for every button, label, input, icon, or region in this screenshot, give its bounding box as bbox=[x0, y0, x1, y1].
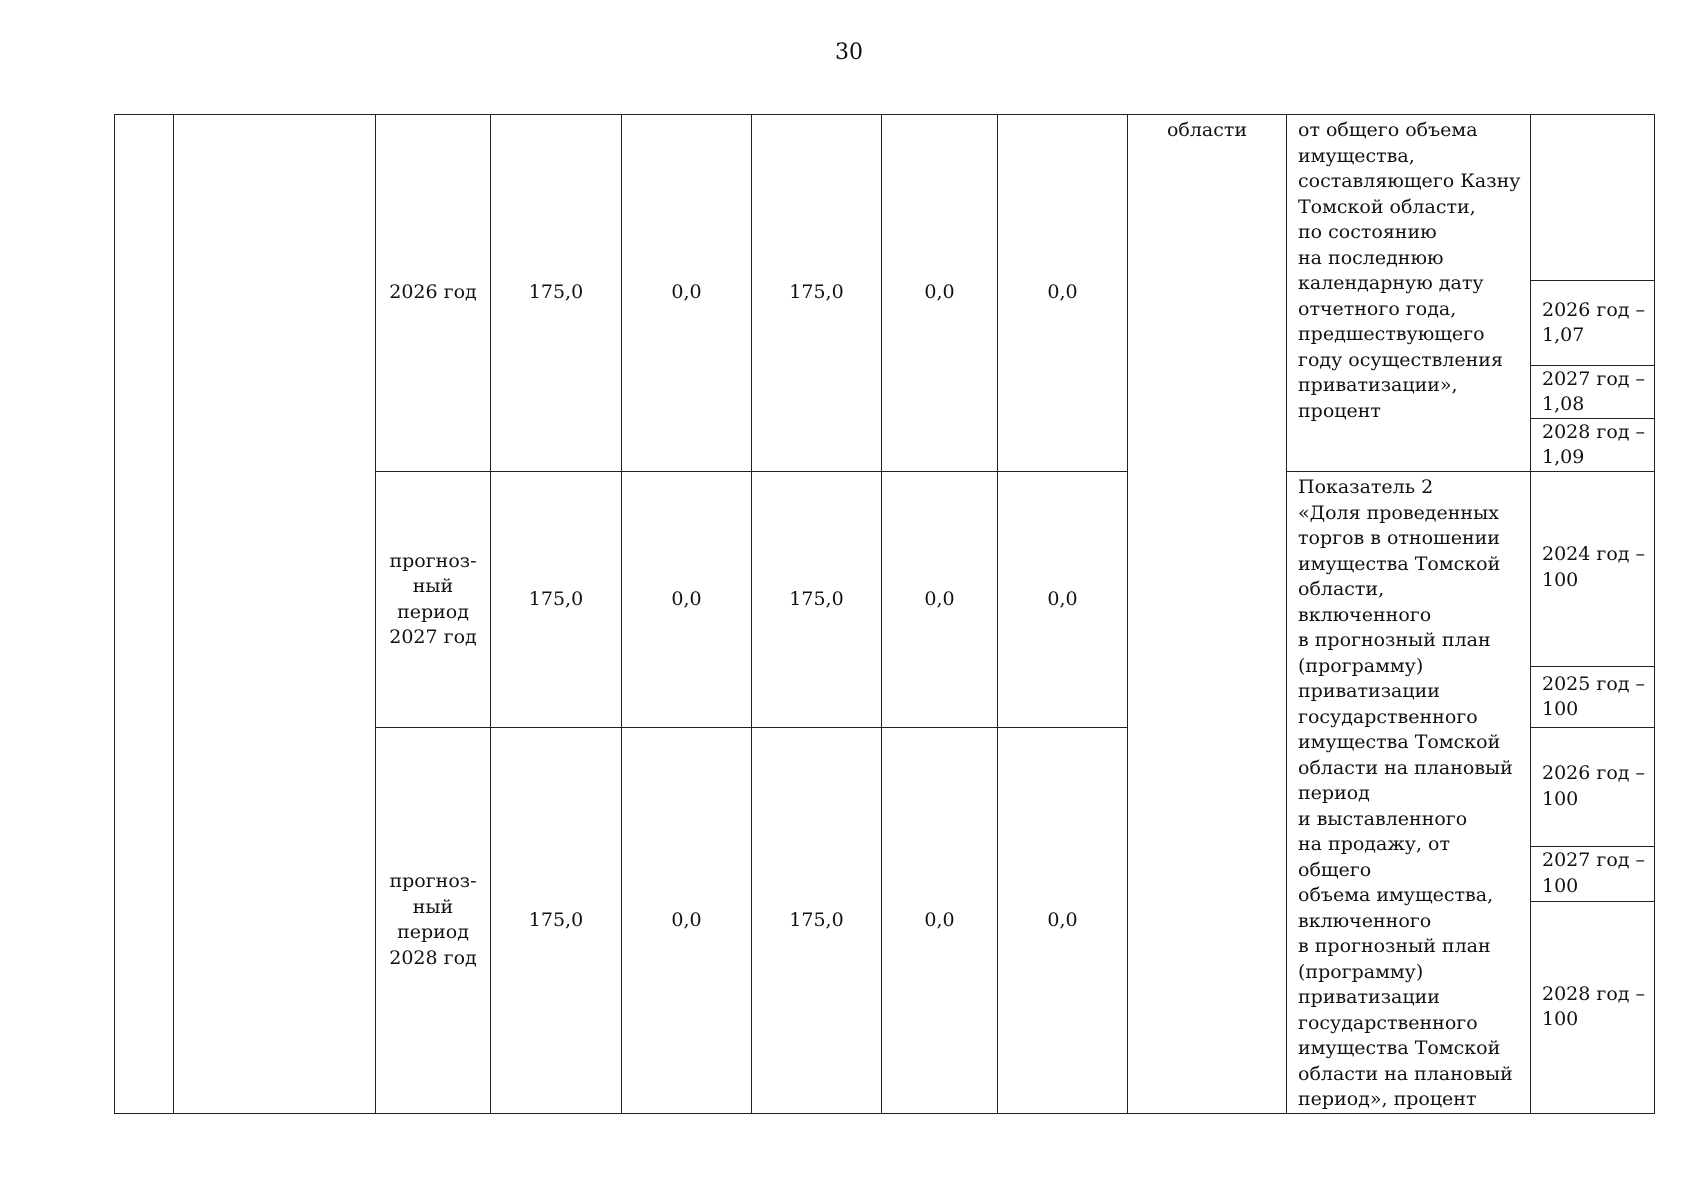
period-cell-2027 bbox=[376, 472, 491, 728]
target-blank-cell bbox=[1531, 115, 1655, 281]
value-federal-2028: 0,0 bbox=[622, 728, 752, 1114]
page-number: 30 bbox=[835, 40, 863, 65]
value-total-2028: 175,0 bbox=[491, 728, 622, 1114]
value-regional-2028: 175,0 bbox=[752, 728, 882, 1114]
value-federal-2026: 0,0 bbox=[622, 115, 752, 472]
program-table bbox=[114, 114, 1655, 1114]
target-2024-ind2: 2024 год – 100 bbox=[1531, 472, 1655, 667]
value-other-2026: 0,0 bbox=[998, 115, 1128, 472]
period-cell-2026 bbox=[376, 115, 491, 472]
value-total-2026: 175,0 bbox=[491, 115, 622, 472]
value-local-2028: 0,0 bbox=[882, 728, 998, 1114]
target-2025-ind2: 2025 год – 100 bbox=[1531, 667, 1655, 728]
target-2026-ind1: 2026 год – 1,07 bbox=[1531, 281, 1655, 366]
value-total-2027: 175,0 bbox=[491, 472, 622, 728]
indicator-1-cell: от общего объема имущества, составляющего Казну Томской области, по состоянию на последнюю календарную дату отчетного года, предшествующего году осуществления приватизации», процент bbox=[1287, 115, 1531, 472]
period-text: прогноз- ный период 2028 год bbox=[389, 870, 477, 969]
period-cell-2028 bbox=[376, 728, 491, 1114]
executor-cell: области bbox=[1128, 115, 1287, 1114]
cell-index bbox=[115, 115, 174, 1114]
target-2028-ind1: 2028 год – 1,09 bbox=[1531, 419, 1655, 472]
value-regional-2026: 175,0 bbox=[752, 115, 882, 472]
period-text: 2026 год bbox=[389, 281, 477, 304]
value-federal-2027: 0,0 bbox=[622, 472, 752, 728]
value-local-2026: 0,0 bbox=[882, 115, 998, 472]
target-2028-ind2: 2028 год – 100 bbox=[1531, 901, 1655, 1113]
value-other-2028: 0,0 bbox=[998, 728, 1128, 1114]
target-2026-ind2: 2026 год – 100 bbox=[1531, 728, 1655, 847]
target-2027-ind2: 2027 год – 100 bbox=[1531, 846, 1655, 901]
value-local-2027: 0,0 bbox=[882, 472, 998, 728]
value-other-2027: 0,0 bbox=[998, 472, 1128, 728]
cell-name bbox=[174, 115, 376, 1114]
value-regional-2027: 175,0 bbox=[752, 472, 882, 728]
period-text: прогноз- ный период 2027 год bbox=[389, 549, 477, 648]
target-2027-ind1: 2027 год – 1,08 bbox=[1531, 366, 1655, 419]
indicator-2-cell: Показатель 2 «Доля проведенных торгов в отношении имущества Томской области, включенного в прогнозный план (программу) приватизации государственного имущества Томской области на плановый период и выставленного на продажу, от общего объема имущества, включенного в прогнозный план (программу) приватизации государственного имущества Томской области на плановый период», процент bbox=[1287, 472, 1531, 1114]
